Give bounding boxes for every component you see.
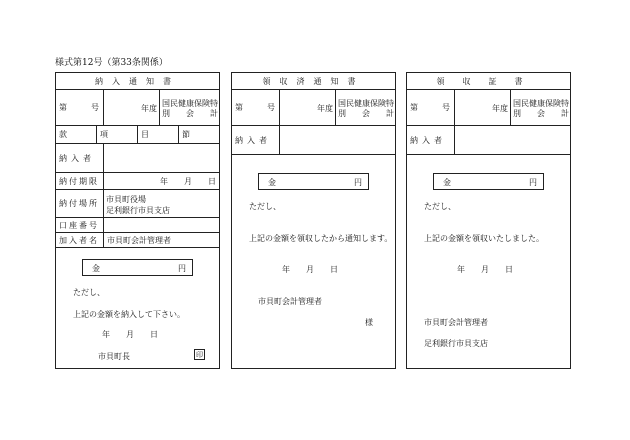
account-number-field[interactable] bbox=[104, 218, 219, 232]
amount-box[interactable] bbox=[258, 173, 369, 190]
account-name bbox=[336, 90, 395, 125]
number-value[interactable] bbox=[104, 90, 160, 125]
number-row bbox=[56, 90, 219, 126]
receipt-date: 年 月 日 bbox=[282, 265, 338, 274]
receipt-message: 上記の金額を領収いたしました。 bbox=[424, 234, 544, 243]
place-line1: 市貝町役場 bbox=[106, 195, 146, 204]
amount-kin: 金 bbox=[92, 264, 100, 273]
account-line2: 別 会 計 bbox=[338, 109, 394, 118]
place-line2: 足利銀行市貝支店 bbox=[106, 206, 170, 215]
account-name bbox=[160, 90, 219, 125]
account-number-label: 口座番号 bbox=[56, 218, 104, 232]
number-label: 第 号 bbox=[56, 90, 104, 125]
seal-icon: 印 bbox=[196, 350, 203, 359]
kan-label: 款 bbox=[56, 126, 97, 143]
account-line2: 別 会 計 bbox=[513, 109, 569, 118]
fiscal-year-label: 年度 bbox=[492, 104, 508, 113]
number-value[interactable] bbox=[455, 90, 511, 125]
classification-row bbox=[56, 126, 219, 144]
payer-label: 納入者 bbox=[232, 126, 280, 154]
account-number-row bbox=[56, 218, 219, 233]
due-date-row bbox=[56, 173, 219, 190]
number-row bbox=[407, 90, 570, 126]
number-label: 第 号 bbox=[232, 90, 280, 125]
account-line1: 国民健康保険特 bbox=[162, 99, 218, 108]
panel-title: 領収証書 bbox=[407, 73, 570, 90]
amount-kin: 金 bbox=[268, 178, 276, 187]
payer-label: 納入者 bbox=[407, 126, 455, 154]
sama-text: 様 bbox=[365, 318, 373, 327]
amount-en: 円 bbox=[529, 178, 537, 187]
fiscal-year-label: 年度 bbox=[141, 104, 157, 113]
due-date-value: 年 月 日 bbox=[160, 176, 216, 186]
receipt-date: 年 月 日 bbox=[457, 265, 513, 274]
number-row bbox=[232, 90, 395, 126]
kou-label: 項 bbox=[97, 126, 138, 143]
subscriber-label: 加入者名 bbox=[56, 233, 104, 247]
tadashi-text: ただし、 bbox=[424, 202, 456, 211]
setsu-label: 節 bbox=[182, 130, 190, 139]
account-line1: 国民健康保険特 bbox=[513, 99, 569, 108]
form-number-title: 様式第12号（第33条関係） bbox=[55, 58, 168, 68]
payer-field[interactable] bbox=[455, 126, 570, 154]
payer-field[interactable] bbox=[280, 126, 395, 154]
payer-row bbox=[407, 126, 570, 155]
payer-row bbox=[56, 144, 219, 173]
payment-place-value bbox=[104, 190, 219, 217]
payment-place-row bbox=[56, 190, 219, 218]
account-line2: 別 会 計 bbox=[162, 109, 218, 118]
amount-kin: 金 bbox=[443, 178, 451, 187]
number-value[interactable] bbox=[280, 90, 336, 125]
due-date-label: 納付期限 bbox=[56, 173, 104, 189]
issuer-name-1: 市貝町会計管理者 bbox=[424, 318, 488, 327]
subscriber-row bbox=[56, 233, 219, 248]
account-line1: 国民健康保険特 bbox=[338, 99, 394, 108]
receipt-notice-panel bbox=[231, 72, 396, 369]
payer-label: 納入者 bbox=[56, 144, 104, 172]
issue-date: 年 月 日 bbox=[102, 330, 158, 339]
panel-title: 領収済通知書 bbox=[232, 73, 395, 90]
account-name bbox=[511, 90, 570, 125]
receipt-certificate-panel bbox=[406, 72, 571, 369]
issuer-name-2: 足利銀行市貝支店 bbox=[424, 339, 488, 348]
amount-box[interactable] bbox=[433, 173, 544, 190]
payer-field[interactable] bbox=[104, 144, 219, 172]
moku-label: 目 bbox=[138, 126, 179, 143]
tadashi-text: ただし、 bbox=[73, 288, 105, 297]
payment-notice-panel bbox=[55, 72, 220, 369]
fiscal-year-label: 年度 bbox=[317, 104, 333, 113]
issuer-name: 市貝町長 bbox=[98, 352, 130, 361]
issuer-name: 市貝町会計管理者 bbox=[258, 297, 322, 306]
payment-place-label: 納付場所 bbox=[56, 190, 104, 217]
payer-row bbox=[232, 126, 395, 155]
amount-en: 円 bbox=[178, 264, 186, 273]
panel-title: 納入通知書 bbox=[56, 73, 219, 90]
payment-message: 上記の金額を納入して下さい。 bbox=[73, 310, 185, 319]
subscriber-value: 市貝町会計管理者 bbox=[107, 235, 171, 245]
amount-box[interactable] bbox=[82, 259, 193, 276]
receipt-message: 上記の金額を領収したから通知します。 bbox=[249, 234, 393, 243]
amount-en: 円 bbox=[354, 178, 362, 187]
number-label: 第 号 bbox=[407, 90, 455, 125]
tadashi-text: ただし、 bbox=[249, 202, 281, 211]
